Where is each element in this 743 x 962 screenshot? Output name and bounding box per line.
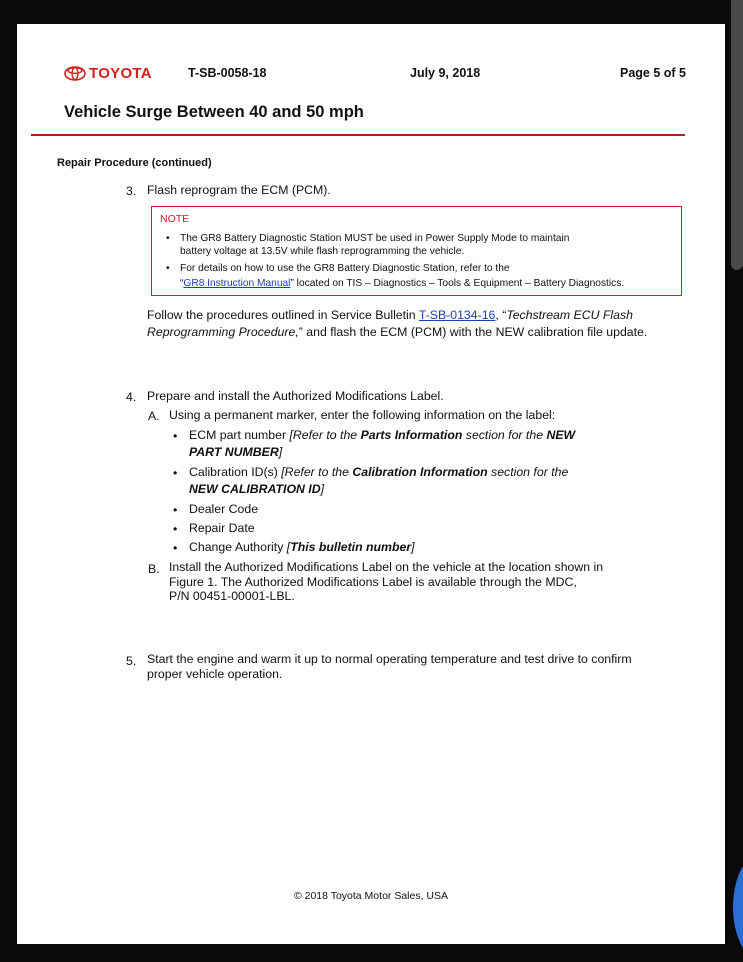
toyota-emblem-icon <box>64 66 86 81</box>
follow-prefix: Follow the procedures outlined in Service Bulletin <box>147 308 419 322</box>
note-text-line: “GR8 Instruction Manual” located on TIS – Diagnostics – Tools & Equipment – Battery Diagnostics. <box>180 278 625 289</box>
toyota-logo <box>64 65 152 82</box>
bullet-icon: • <box>173 503 178 517</box>
item-text: section for the <box>487 465 569 479</box>
step-text: Prepare and install the Authorized Modifications Label. <box>147 389 444 403</box>
item-text: ] <box>411 540 415 554</box>
scroll-indicator[interactable] <box>731 0 743 270</box>
step-text <box>147 652 632 682</box>
floating-action-button[interactable] <box>733 852 743 962</box>
follow-suffix: and flash the ECM (PCM) with the NEW calibration file update. <box>302 325 648 339</box>
item-text: [ <box>286 540 291 554</box>
item-text: PART NUMBER <box>189 445 279 459</box>
item-text: ] <box>278 445 283 459</box>
substep-line: Figure 1. The Authorized Modifications Label is available through the MDC, <box>169 574 577 589</box>
note-text: The GR8 Battery Diagnostic Station MUST be used in Power Supply Mode to maintain <box>180 233 570 244</box>
list-item: Dealer Code <box>189 502 259 516</box>
bullet-icon: • <box>173 522 178 536</box>
copyright-footer: © 2018 Toyota Motor Sales, USA <box>293 890 449 902</box>
page-number: Page 5 of 5 <box>620 66 686 80</box>
note-box <box>151 206 682 296</box>
item-text: [Refer to the <box>289 428 361 442</box>
step-number: 5. <box>126 654 137 668</box>
item-text: Calibration ID(s) <box>189 465 282 479</box>
bulletin-id: T-SB-0058-18 <box>188 66 267 80</box>
bulletin-header <box>64 66 686 84</box>
section-heading: Repair Procedure (continued) <box>57 157 212 169</box>
title-divider <box>31 134 685 136</box>
item-text: This bulletin number <box>290 540 412 554</box>
step-number: 4. <box>126 390 137 404</box>
item-text: section for the <box>462 428 547 442</box>
substep-letter: B. <box>148 562 160 576</box>
step-text: Flash reprogram the ECM (PCM). <box>147 183 331 197</box>
follow-paragraph: Follow the procedures outlined in Service Bulletin T-SB-0134-16, “Techstream ECU Flash Reprogramming Procedure,” and flash the ECM (PCM) with the NEW calibration file update. <box>147 308 648 339</box>
item-text: Change Authority <box>189 540 287 554</box>
step-line: proper vehicle operation. <box>147 667 283 681</box>
item-text: NEW <box>546 428 576 442</box>
step-line: Start the engine and warm it up to normal operating temperature and test drive to confirm <box>147 652 632 666</box>
item-text: Parts Information <box>360 428 463 442</box>
substep-letter: A. <box>148 409 160 423</box>
gr8-manual-link[interactable]: GR8 Instruction Manual <box>183 278 291 289</box>
step-number: 3. <box>126 184 137 198</box>
logo-text: TOYOTA <box>89 65 152 82</box>
list-item <box>189 464 568 498</box>
item-text: NEW CALIBRATION ID <box>189 482 321 496</box>
follow-title: Techstream ECU Flash <box>506 308 633 322</box>
bullet-icon: • <box>173 541 178 555</box>
item-text: [Refer to the <box>281 465 353 479</box>
list-item: Repair Date <box>189 521 255 535</box>
substep-text <box>169 560 603 604</box>
service-bulletin-link[interactable]: T-SB-0134-16 <box>418 308 496 322</box>
bulletin-date: July 9, 2018 <box>410 66 481 80</box>
bullet-icon: • <box>173 466 178 480</box>
note-label: NOTE <box>160 213 190 225</box>
list-item <box>189 427 575 461</box>
document-page <box>17 24 725 944</box>
list-item <box>189 539 415 556</box>
note-text: battery voltage at 13.5V while flash reprogramming the vehicle. <box>180 246 465 257</box>
document-title: Vehicle Surge Between 40 and 50 mph <box>64 103 364 121</box>
note-text: For details on how to use the GR8 Battery Diagnostic Station, refer to the <box>180 263 510 274</box>
substep-line: P/N 00451-00001-LBL. <box>169 589 295 603</box>
substep-line: Install the Authorized Modifications Label on the vehicle at the location shown in <box>169 560 604 574</box>
follow-title: Reprogramming Procedure, <box>147 325 299 339</box>
note-text: located on TIS – Diagnostics – Tools & Equipment – Battery Diagnostics. <box>293 278 625 289</box>
bullet-icon: • <box>166 233 170 244</box>
item-text: Calibration Information <box>352 465 488 479</box>
item-text: ] <box>320 482 325 496</box>
substep-text: Using a permanent marker, enter the following information on the label: <box>169 408 556 422</box>
item-text: ECM part number <box>189 428 290 442</box>
bullet-icon: • <box>166 263 170 274</box>
bullet-icon: • <box>173 429 178 443</box>
